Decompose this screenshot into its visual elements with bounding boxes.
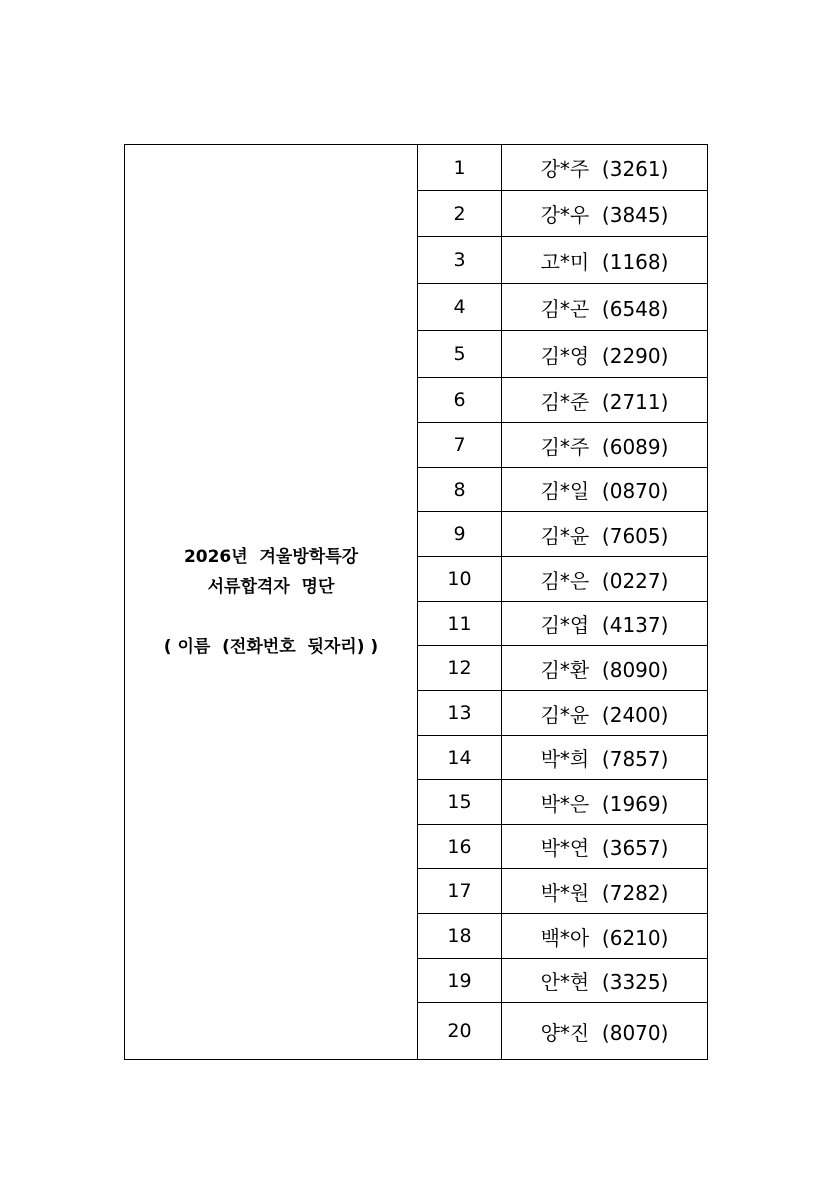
row-number: 11 bbox=[418, 602, 502, 646]
row-number: 3 bbox=[418, 237, 502, 284]
applicant-name: 김*윤 (2400) bbox=[502, 691, 708, 736]
row-number: 7 bbox=[418, 423, 502, 468]
row-number: 10 bbox=[418, 557, 502, 602]
applicant-name: 김*주 (6089) bbox=[502, 423, 708, 468]
applicant-name: 박*희 (7857) bbox=[502, 736, 708, 780]
row-number: 8 bbox=[418, 468, 502, 512]
applicant-name: 강*우 (3845) bbox=[502, 191, 708, 237]
applicant-name: 강*주 (3261) bbox=[502, 145, 708, 191]
applicant-name: 고*미 (1168) bbox=[502, 237, 708, 284]
applicant-name: 박*은 (1969) bbox=[502, 780, 708, 825]
row-number: 16 bbox=[418, 825, 502, 869]
row-number: 6 bbox=[418, 378, 502, 423]
title-cell bbox=[125, 145, 418, 1060]
row-number: 12 bbox=[418, 646, 502, 691]
title-line2: 서류합격자 명단 bbox=[207, 577, 335, 597]
applicant-name: 박*연 (3657) bbox=[502, 825, 708, 869]
row-number: 9 bbox=[418, 512, 502, 557]
row-number: 2 bbox=[418, 191, 502, 237]
applicant-name: 김*영 (2290) bbox=[502, 331, 708, 378]
applicant-name: 양*진 (8070) bbox=[502, 1003, 708, 1060]
title-line1: 2026년 겨울방학특강 bbox=[183, 547, 359, 567]
applicant-name: 김*곤 (6548) bbox=[502, 284, 708, 331]
applicant-name: 안*현 (3325) bbox=[502, 959, 708, 1003]
row-number: 14 bbox=[418, 736, 502, 780]
table-row bbox=[125, 145, 708, 191]
title-line4: ( 이름 (전화번호 뒷자리) ) bbox=[163, 637, 379, 657]
row-number: 17 bbox=[418, 869, 502, 914]
applicant-name: 박*원 (7282) bbox=[502, 869, 708, 914]
applicant-name: 김*엽 (4137) bbox=[502, 602, 708, 646]
row-number: 13 bbox=[418, 691, 502, 736]
applicant-name: 김*준 (2711) bbox=[502, 378, 708, 423]
applicant-table bbox=[124, 144, 708, 1060]
applicant-name: 김*환 (8090) bbox=[502, 646, 708, 691]
row-number: 18 bbox=[418, 914, 502, 959]
applicant-name: 김*은 (0227) bbox=[502, 557, 708, 602]
applicant-name: 김*윤 (7605) bbox=[502, 512, 708, 557]
applicant-name: 백*아 (6210) bbox=[502, 914, 708, 959]
row-number: 19 bbox=[418, 959, 502, 1003]
applicant-table-body bbox=[125, 145, 708, 1060]
row-number: 5 bbox=[418, 331, 502, 378]
row-number: 4 bbox=[418, 284, 502, 331]
title-line3 bbox=[125, 602, 417, 632]
row-number: 15 bbox=[418, 780, 502, 825]
applicant-name: 김*일 (0870) bbox=[502, 468, 708, 512]
row-number: 20 bbox=[418, 1003, 502, 1060]
row-number: 1 bbox=[418, 145, 502, 191]
